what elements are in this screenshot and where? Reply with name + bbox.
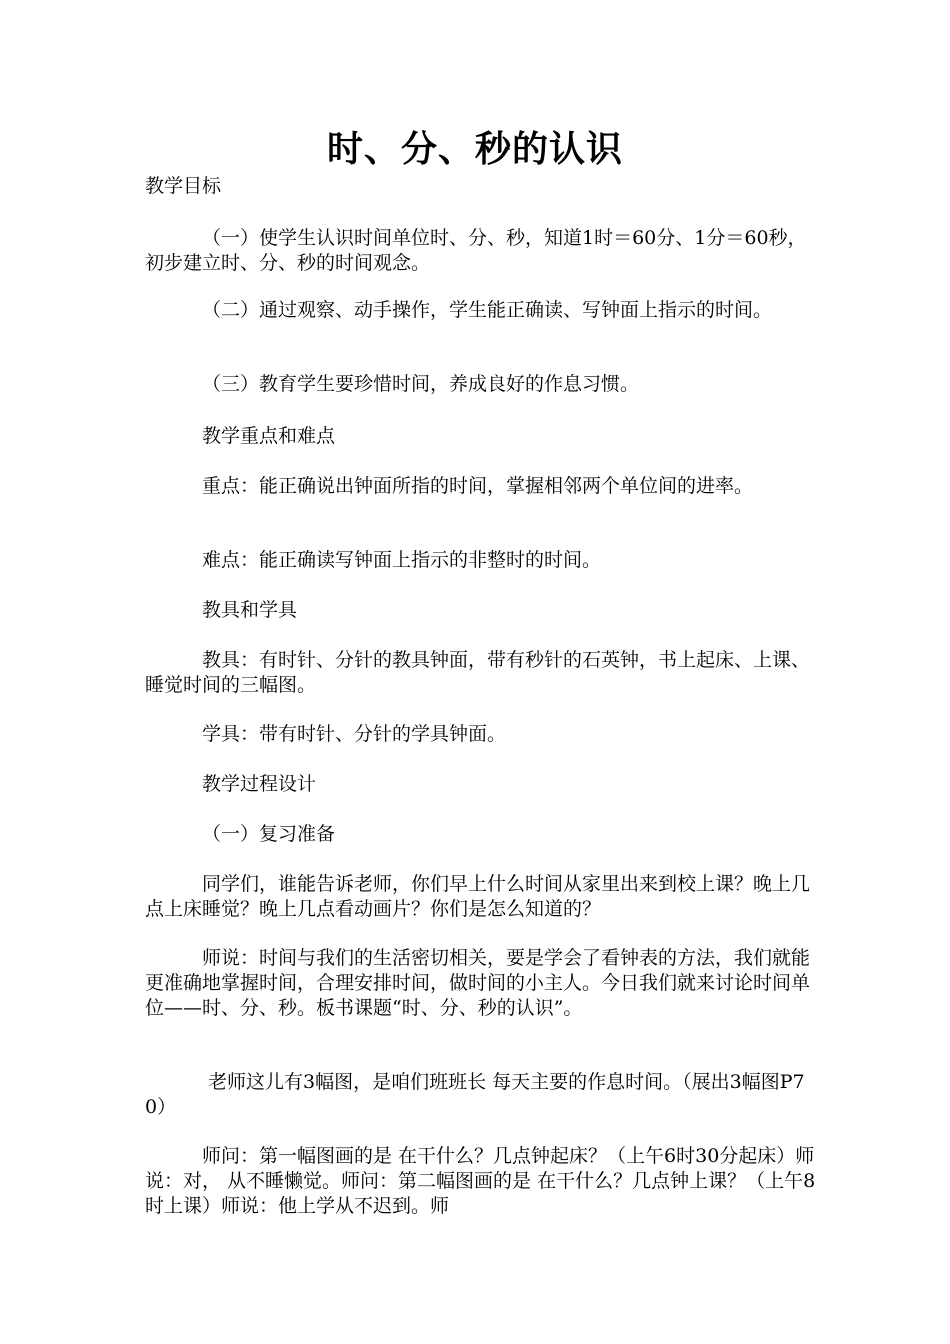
heading-key-points: 教学重点和难点 xyxy=(202,425,336,447)
teacher-intro: 师说：时间与我们的生活密切相关，要是学会了看钟表的方法，我们就能更准确地掌握时间，合理安排时间，做时间的小主人。今日我们就来讨论时间单位——时、分、秒。板书课题“时、分、秒的认识”。 xyxy=(145,947,811,1019)
heading-teaching-objectives: 教学目标 xyxy=(145,175,222,197)
objective-1: （一）使学生认识时间单位时、分、秒，知道1时＝60分、1分＝60秒，初步建立时、分、秒的时间观念。 xyxy=(145,227,807,274)
document-title: 时、分、秒的认识 xyxy=(326,129,623,170)
objective-3: （三）教育学生要珍惜时间，养成良好的作息习惯。 xyxy=(202,373,640,395)
key-point: 重点：能正确说出钟面所指的时间，掌握相邻两个单位间的进率。 xyxy=(202,475,754,497)
teacher-aids: 教具：有时针、分针的教具钟面，带有秒针的石英钟，书上起床、上课、睡觉时间的三幅图。 xyxy=(145,649,811,696)
section-review: （一）复习准备 xyxy=(202,823,336,845)
picture-discussion: 师问：第一幅图画的是 在干什么？几点钟起床？（上午6时30分起床）师说：对， 从不睡懒觉。师问：第二幅图画的是 在干什么？几点钟上课？（上午8时上课）师说：他上学从不迟到。师 xyxy=(145,1145,816,1217)
objective-2: （二）通过观察、动手操作，学生能正确读、写钟面上指示的时间。 xyxy=(202,299,773,321)
three-pictures: 老师这儿有3幅图，是咱们班班长 每天主要的作息时间。（展出3幅图P70） xyxy=(145,1071,805,1118)
difficult-point: 难点：能正确读写钟面上指示的非整时的时间。 xyxy=(202,549,602,571)
student-aids: 学具：带有时针、分针的学具钟面。 xyxy=(202,723,507,745)
review-question: 同学们，谁能告诉老师，你们早上什么时间从家里出来到校上课？晚上几点上床睡觉？晚上几点看动画片？你们是怎么知道的？ xyxy=(145,873,811,920)
heading-teaching-aids: 教具和学具 xyxy=(202,599,298,621)
heading-process-design: 教学过程设计 xyxy=(202,773,317,795)
